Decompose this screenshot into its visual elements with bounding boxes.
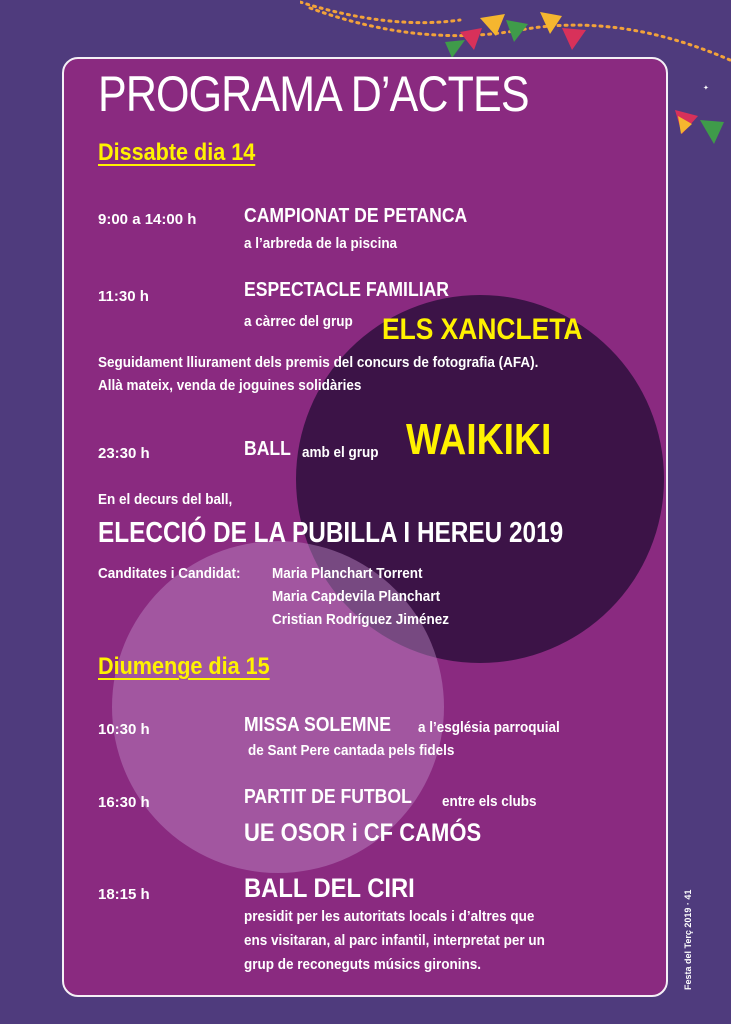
event-detail: entre els clubs (442, 793, 537, 810)
event-detail: ens visitaran, al parc infantil, interpretat per un (244, 932, 545, 949)
event-time: 23:30 h (98, 445, 150, 462)
day2-heading: Diumenge dia 15 (98, 653, 270, 680)
day1-heading: Dissabte dia 14 (98, 139, 256, 166)
event-detail: a càrrec del grup (244, 313, 353, 330)
note-line: Allà mateix, venda de joguines solidàries (98, 377, 362, 394)
event-detail: amb el grup (302, 444, 379, 461)
event-time: 18:15 h (98, 886, 150, 903)
event-title: BALL DEL CIRI (244, 873, 415, 903)
event-title: BALL (244, 438, 291, 460)
event-time: 16:30 h (98, 794, 150, 811)
page-footer: Festa del Terç 2019 · 41 (683, 889, 693, 990)
note-line: Seguidament lliurament dels premis del concurs de fotografia (AFA). (98, 354, 539, 371)
event-time: 10:30 h (98, 721, 150, 738)
candidate-name: Maria Planchart Torrent (272, 565, 423, 582)
event-title: ESPECTACLE FAMILIAR (244, 279, 450, 301)
event-detail: presidit per les autoritats locals i d’altres que (244, 908, 535, 925)
band-name: WAIKIKI (406, 415, 552, 464)
candidate-name: Maria Capdevila Planchart (272, 588, 441, 605)
event-detail: grup de reconeguts músics gironins. (244, 956, 482, 973)
teams: UE OSOR i CF CAMÓS (244, 819, 482, 847)
event-time: 9:00 a 14:00 h (98, 211, 197, 228)
page-title: PROGRAMA D’ACTES (98, 66, 529, 122)
during-text: En el decurs del ball, (98, 491, 233, 508)
event-detail: a l’arbreda de la piscina (244, 235, 398, 252)
event-title: CAMPIONAT DE PETANCA (244, 205, 468, 227)
candidate-name: Cristian Rodríguez Jiménez (272, 611, 450, 628)
star-icon: ✦ (703, 85, 709, 92)
candidates-label: Canditates i Candidat: (98, 565, 241, 582)
event-title: PARTIT DE FUTBOL (244, 786, 412, 808)
band-name: ELS XANCLETA (382, 313, 583, 346)
program-panel (62, 57, 668, 997)
event-title: MISSA SOLEMNE (244, 714, 392, 736)
election-title: ELECCIÓ DE LA PUBILLA I HEREU 2019 (98, 517, 564, 549)
event-detail: de Sant Pere cantada pels fidels (248, 742, 455, 759)
event-detail: a l’església parroquial (418, 719, 560, 736)
event-time: 11:30 h (98, 288, 149, 305)
